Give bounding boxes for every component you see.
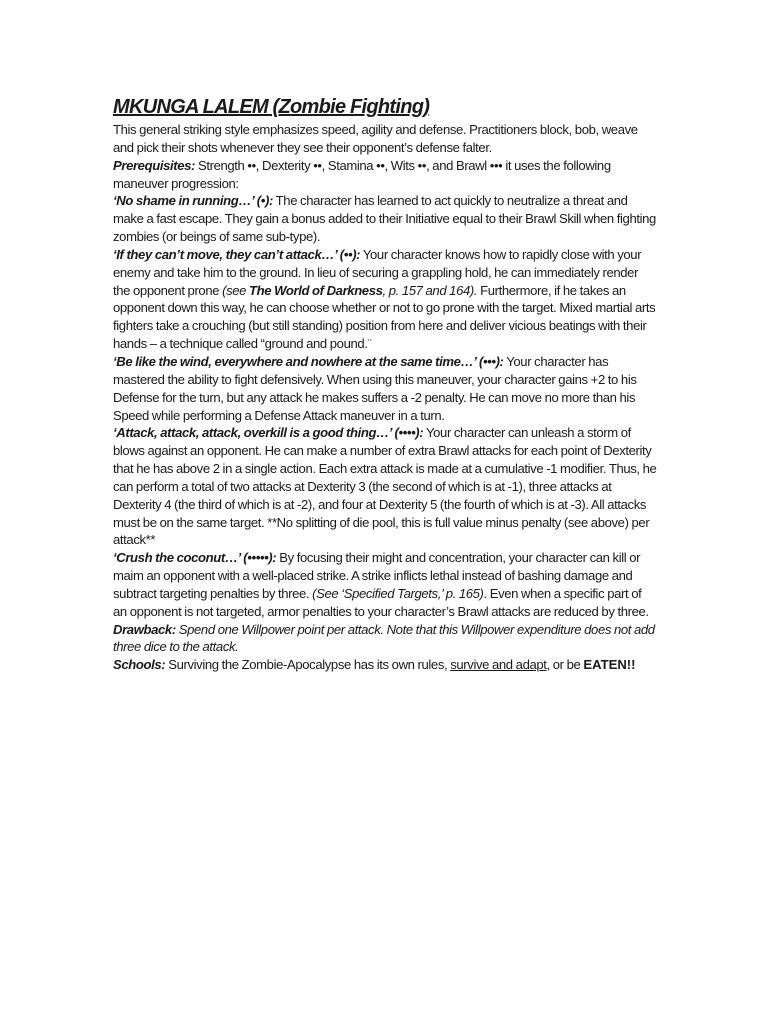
page-title: MKUNGA LALEM (Zombie Fighting): [113, 96, 430, 118]
maneuver-4-name: ‘Attack, attack, attack, overkill is a good thing…’ (••••):: [113, 425, 424, 441]
schools-label: Schools:: [113, 657, 166, 673]
schools-underlined-phrase: survive and adapt: [450, 657, 547, 673]
schools-text-a: Surviving the Zombie-Apocalypse has its own rules,: [165, 657, 451, 673]
maneuver-2-name: ‘If they can’t move, they can’t attack…’ (••):: [113, 246, 361, 262]
maneuver-4-text: Your character can unleash a storm of blows against an opponent. He can make a number of extra Brawl attacks for each point of Dexterity that he has above 2 in a single action. Each extra attack is made at a cumulative -1 modifier. Thus, he can perform a total of two attacks at Dexterity 3 (the second of which is at -1), three attacks at Dexterity 4 (the third of which is at -2), and four at Dexterity 5 (the fourth of which is at -3). All attacks must be on the same target. **No splitting of die pool, this is full value minus penalty (see above) per attack**: [113, 425, 657, 548]
schools-text-b: , or be: [546, 657, 584, 673]
maneuver-5-text-b: . Even when a specific part of an opponent is not targeted, armor penalties to your character’s Brawl attacks are reduced by three.: [113, 585, 649, 619]
prerequisites-label: Prerequisites:: [113, 157, 196, 173]
schools-paragraph: [113, 656, 658, 674]
maneuver-2-ref-pages: , p. 157 and 164).: [382, 282, 478, 298]
maneuver-4: [113, 424, 658, 549]
maneuver-2-ref-open: (see: [222, 282, 250, 298]
maneuver-5-ref: (See ‘Specified Targets,’ p. 165): [312, 585, 484, 601]
document-page: [113, 94, 658, 674]
drawback-label: Drawback:: [113, 621, 176, 637]
schools-emphasis: EATEN!!: [583, 657, 636, 673]
prerequisites-paragraph: [113, 157, 658, 193]
maneuver-2-text-b: Furthermore, if he takes an opponent down this way, he can choose whether or not to go prone with the target. Mixed martial arts fighters take a crouching (but still standing) position from here and deliver vicious beatings with their hands – a technique called “ground and pound.¨: [113, 282, 656, 352]
maneuver-5: [113, 549, 658, 656]
maneuver-1-text: The character has learned to act quickly to neutralize a threat and make a fast escape. They gain a bonus added to their Initiative equal to their Brawl Skill when fighting zombies (or beings of same sub-type).: [113, 193, 656, 245]
intro-paragraph: This general striking style emphasizes speed, agility and defense. Practitioners block, bob, weave and pick their shots whenever they see their opponent’s defense falter.: [113, 122, 638, 155]
maneuver-2: [113, 246, 658, 353]
maneuver-5-name: ‘Crush the coconut…’ (•••••):: [113, 550, 277, 566]
drawback-text: Spend one Willpower point per attack. Note that this Willpower expenditure does not add three dice to the attack.: [113, 621, 655, 655]
maneuver-3: [113, 353, 658, 424]
maneuver-2-ref-book: The World of Darkness: [249, 282, 383, 298]
maneuver-2-text-a: Your character knows how to rapidly close with your enemy and take him to the ground. In lieu of securing a grappling hold, he can immediately render the opponent prone: [113, 246, 642, 298]
maneuver-3-name: ‘Be like the wind, everywhere and nowhere at the same time…’ (•••):: [113, 353, 504, 369]
maneuver-3-text: Your character has mastered the ability to fight defensively. When using this maneuver, your character gains +2 to his Defense for the turn, but any attack he makes suffers a -2 penalty. He can move no more than his Speed while performing a Defense Attack maneuver in a turn.: [113, 353, 637, 423]
prerequisites-text: Strength ••, Dexterity ••, Stamina ••, Wits ••, and Brawl ••• it uses the following maneuver progression:: [113, 157, 611, 191]
maneuver-1: [113, 192, 658, 246]
maneuver-1-name: ‘No shame in running…’ (•):: [113, 193, 273, 209]
maneuver-5-text-a: By focusing their might and concentration, your character can kill or maim an opponent with a well-placed strike. A strike inflicts lethal instead of bashing damage and subtract targeting penalties by three.: [113, 550, 641, 601]
